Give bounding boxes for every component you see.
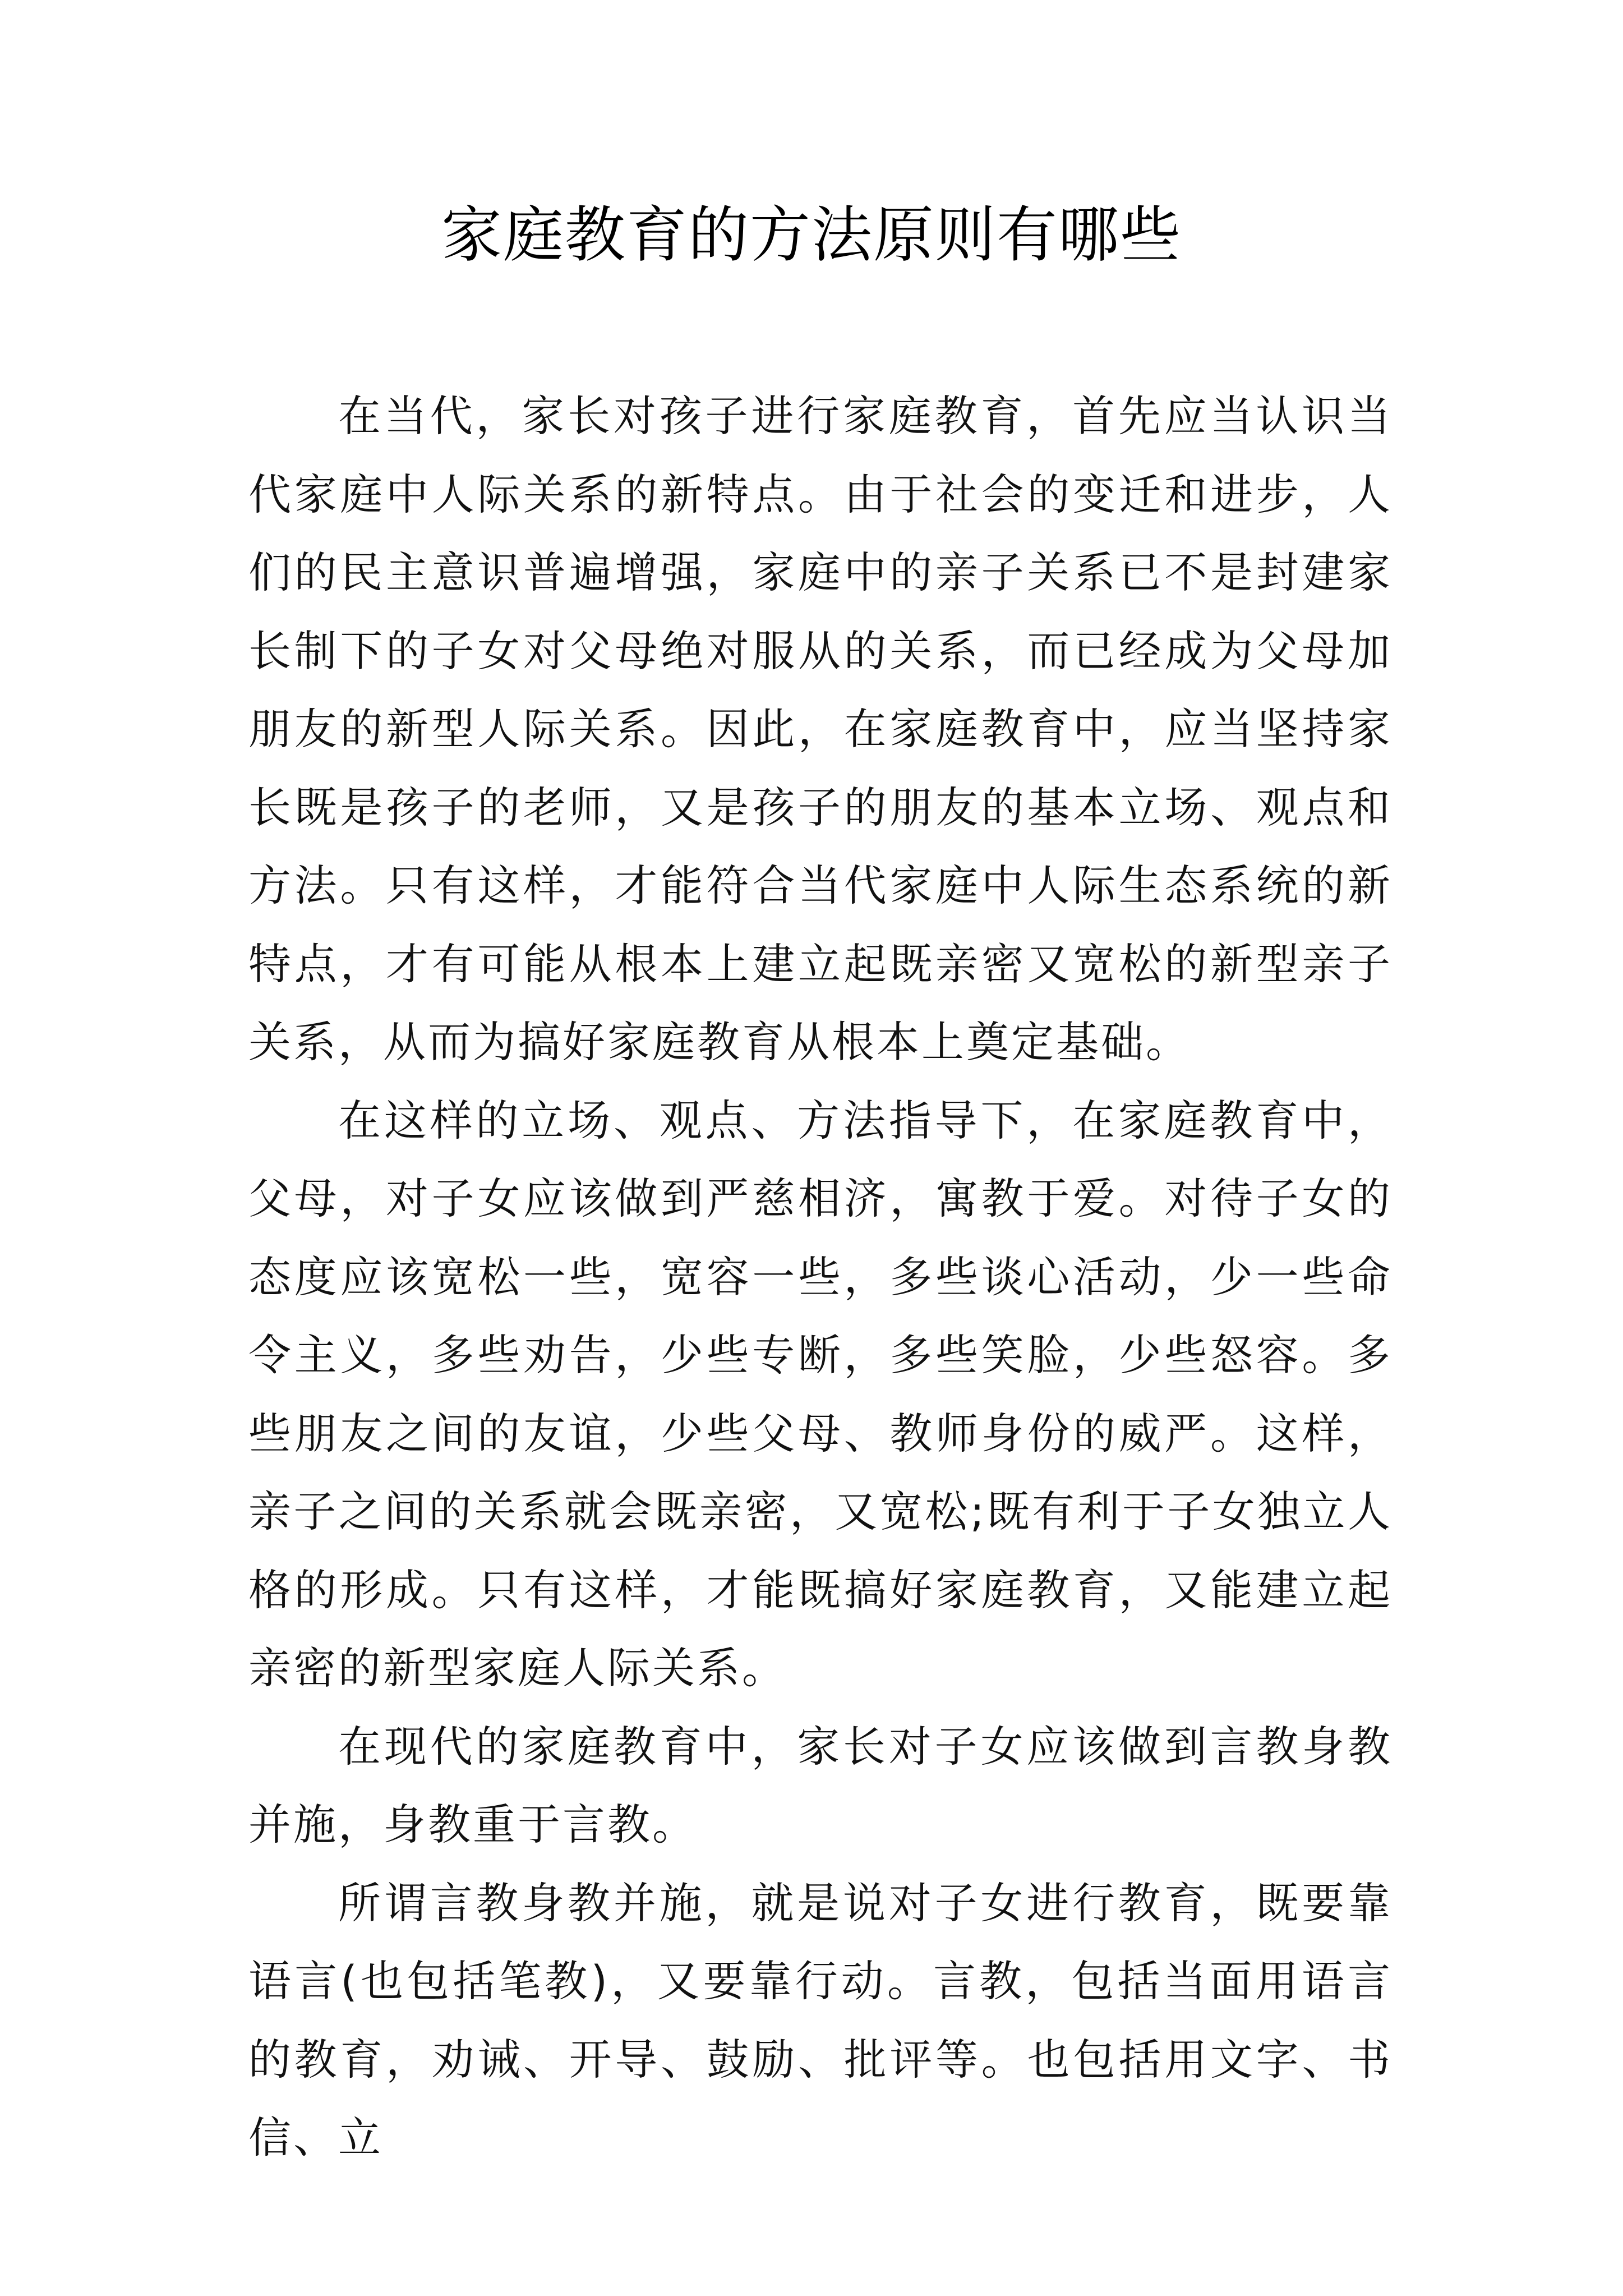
paragraph-4: 所谓言教身教并施，就是说对子女进行教育，既要靠语言(也包括笔教)，又要靠行动。言教，包括当面用语言的教育，劝诫、开导、鼓励、批评等。也包括用文字、书信、立 [248,1878,1393,2162]
document-body [248,377,1393,2177]
paragraph-1: 在当代，家长对孩子进行家庭教育，首先应当认识当代家庭中人际关系的新特点。由于社会的变迁和进步，人们的民主意识普遍增强，家庭中的亲子关系已不是封建家长制下的子女对父母绝对服从的关系，而已经成为父母加朋友的新型人际关系。因此，在家庭教育中，应当坚持家长既是孩子的老师，又是孩子的朋友的基本立场、观点和方法。只有这样，才能符合当代家庭中人际生态系统的新特点，才有可能从根本上建立起既亲密又宽松的新型亲子关系，从而为搞好家庭教育从根本上奠定基础。 [248,391,1393,1067]
paragraph-3: 在现代的家庭教育中，家长对子女应该做到言教身教并施，身教重于言教。 [248,1721,1393,1849]
page-title: 家庭教育的方法原则有哪些 [441,200,1182,270]
paragraph-2: 在这样的立场、观点、方法指导下，在家庭教育中，父母，对子女应该做到严慈相济，寓教于爱。对待子女的态度应该宽松一些，宽容一些，多些谈心活动，少一些命令主义，多些劝告，少些专断，多些笑脸，少些怒容。多些朋友之间的友谊，少些父母、教师身份的威严。这样，亲子之间的关系就会既亲密，又宽松;既有利于子女独立人格的形成。只有这样，才能既搞好家庭教育，又能建立起亲密的新型家庭人际关系。 [248,1095,1393,1693]
